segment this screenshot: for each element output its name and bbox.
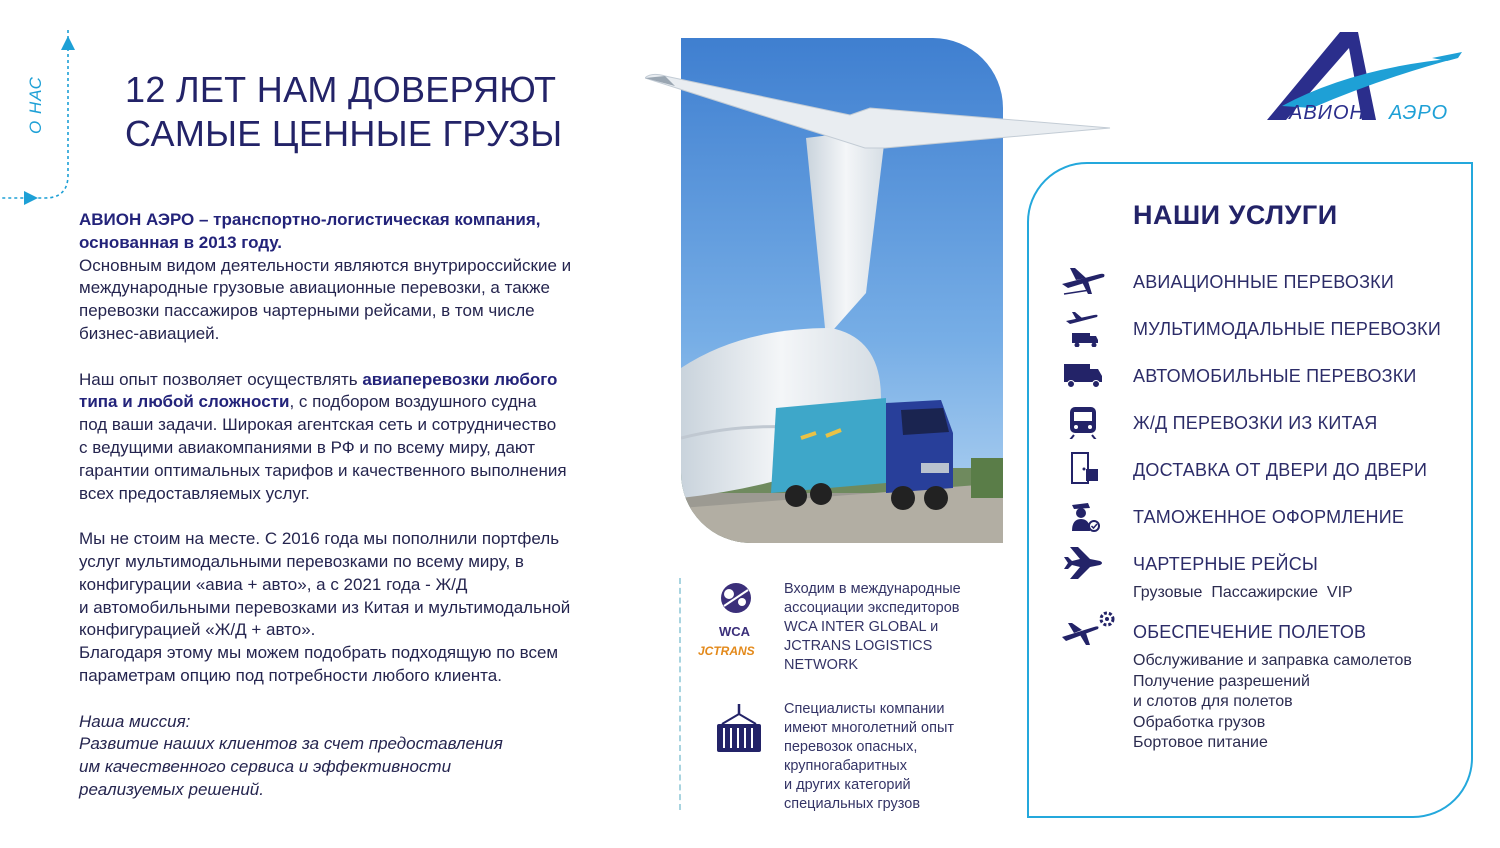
divider-dashed bbox=[679, 578, 681, 810]
cargo-line: Специалисты компании bbox=[784, 701, 945, 717]
assoc-line: ассоциации экспедиторов bbox=[784, 600, 960, 616]
experience-line-2 bbox=[79, 391, 649, 414]
assoc-line: JCTRANS LOGISTICS bbox=[784, 638, 933, 654]
mission-line: Развитие наших клиентов за счет предоставления bbox=[79, 734, 503, 754]
service-label: ДОСТАВКА ОТ ДВЕРИ ДО ДВЕРИ bbox=[1133, 460, 1428, 480]
service-label: ТАМОЖЕННОЕ ОФОРМЛЕНИЕ bbox=[1133, 507, 1405, 527]
cargo-line: перевозок опасных, bbox=[784, 739, 918, 755]
services-title: НАШИ УСЛУГИ bbox=[1133, 200, 1338, 230]
service-sublist bbox=[1133, 651, 1412, 754]
experience-highlight: авиаперевозки любого bbox=[362, 369, 558, 389]
title-line-2: САМЫЕ ЦЕННЫЕ ГРУЗЫ bbox=[125, 113, 563, 154]
growth-line: Мы не стоим на месте. С 2016 года мы пополнили портфель bbox=[79, 529, 560, 549]
title-line-1: 12 ЛЕТ НАМ ДОВЕРЯЮТ bbox=[125, 69, 557, 110]
growth-line: Благодаря этому мы можем подобрать подходящую по всем bbox=[79, 643, 559, 663]
train-icon bbox=[1060, 403, 1106, 439]
experience-line-1 bbox=[79, 369, 649, 392]
service-label: ОБЕСПЕЧЕНИЕ ПОЛЕТОВ bbox=[1133, 622, 1367, 642]
service-subitem: и слотов для полетов bbox=[1133, 693, 1293, 710]
service-label: МУЛЬТИМОДАЛЬНЫЕ ПЕРЕВОЗКИ bbox=[1133, 319, 1442, 339]
assoc-line: Входим в международные bbox=[784, 581, 961, 597]
intro-line: международные грузовые авиационные перевозки, а также bbox=[79, 278, 550, 298]
cargo-line: крупногабаритных bbox=[784, 758, 907, 774]
truck-icon bbox=[1060, 358, 1106, 390]
experience-line: под ваши задачи. Широкая агентская сеть и сотрудничество bbox=[79, 415, 557, 435]
special-cargo-text bbox=[784, 700, 984, 814]
plane-gear-icon bbox=[1060, 610, 1116, 648]
logo-word-avion: АВИОН bbox=[1289, 102, 1365, 124]
mission-line: реализуемых решений. bbox=[79, 779, 264, 799]
door-box-icon bbox=[1060, 448, 1106, 486]
company-description bbox=[79, 209, 649, 802]
service-label: АВИАЦИОННЫЕ ПЕРЕВОЗКИ bbox=[1133, 272, 1395, 292]
intro-bold-1: АВИОН АЭРО – транспортно-логистическая компания, bbox=[79, 210, 541, 229]
logo-word-aero: АЭРО bbox=[1389, 102, 1449, 124]
growth-line: параметрам опцию под потребности любого клиента. bbox=[79, 665, 502, 685]
cargo-line: специальных грузов bbox=[784, 796, 921, 812]
intro-line: перевозки пассажиров чартерными рейсами, в том числе bbox=[79, 301, 535, 321]
assoc-line: NETWORK bbox=[784, 657, 859, 673]
wca-logo: WCA bbox=[719, 624, 751, 639]
cargo-line: и других категорий bbox=[784, 777, 911, 793]
cargo-line: имеют многолетний опыт bbox=[784, 720, 955, 736]
service-sublist bbox=[1133, 583, 1353, 604]
plane-tail-stabilizer bbox=[645, 60, 1115, 190]
experience-line: гарантии оптимальных тарифов и качественного выполнения bbox=[79, 460, 567, 480]
airplane-icon bbox=[1060, 264, 1106, 296]
experience-text: , с подбором воздушного судна bbox=[289, 392, 537, 412]
mission-heading: Наша миссия: bbox=[79, 711, 191, 731]
intro-line: Основным видом деятельности являются внутрироссийские и bbox=[79, 255, 572, 275]
experience-text: Наш опыт позволяет осуществлять bbox=[79, 369, 363, 389]
intro-bold-2: основанная в 2013 году. bbox=[79, 232, 282, 252]
growth-line: конфигурацией «Ж/Д + авто». bbox=[79, 620, 316, 640]
growth-line: и автомобильными перевозками из Китая и мультимодальной bbox=[79, 597, 571, 617]
service-label: Ж/Д ПЕРЕВОЗКИ ИЗ КИТАЯ bbox=[1133, 413, 1378, 433]
service-label: ЧАРТЕРНЫЕ РЕЙСЫ bbox=[1133, 554, 1319, 574]
page-title bbox=[125, 68, 645, 156]
experience-highlight: типа и любой сложности bbox=[79, 392, 290, 412]
growth-line: услуг мультимодальными перевозками по всему миру, в bbox=[79, 551, 524, 571]
associations-text bbox=[784, 580, 1004, 675]
experience-line: всех предоставляемых услуг. bbox=[79, 483, 310, 503]
assoc-line: WCA INTER GLOBAL и bbox=[784, 619, 939, 635]
service-subitem: Получение разрешений bbox=[1133, 672, 1310, 690]
intro-line: бизнес-авиацией. bbox=[79, 323, 220, 343]
mission-line: им качественного сервиса и эффективности bbox=[79, 757, 452, 777]
plane-truck-icon bbox=[1060, 307, 1106, 347]
service-subitem: Бортовое питание bbox=[1133, 734, 1268, 751]
service-subitem: Грузовые Пассажирские VIP bbox=[1133, 584, 1353, 601]
service-label: АВТОМОБИЛЬНЫЕ ПЕРЕВОЗКИ bbox=[1133, 366, 1417, 386]
jctrans-logo: JCTRANS bbox=[698, 644, 755, 658]
charter-plane-icon bbox=[1060, 542, 1106, 580]
service-subitem: Обработка грузов bbox=[1133, 713, 1266, 731]
service-subitem: Обслуживание и заправка самолетов bbox=[1133, 652, 1412, 669]
customs-officer-icon bbox=[1060, 497, 1106, 533]
growth-line: конфигурации «авиа + авто», а с 2021 года - Ж/Д bbox=[79, 574, 468, 594]
container-crane-icon bbox=[714, 702, 764, 756]
section-label: О НАС bbox=[26, 76, 45, 134]
experience-line: с ведущими авиакомпаниями в РФ и по всему миру, дают bbox=[79, 437, 536, 457]
